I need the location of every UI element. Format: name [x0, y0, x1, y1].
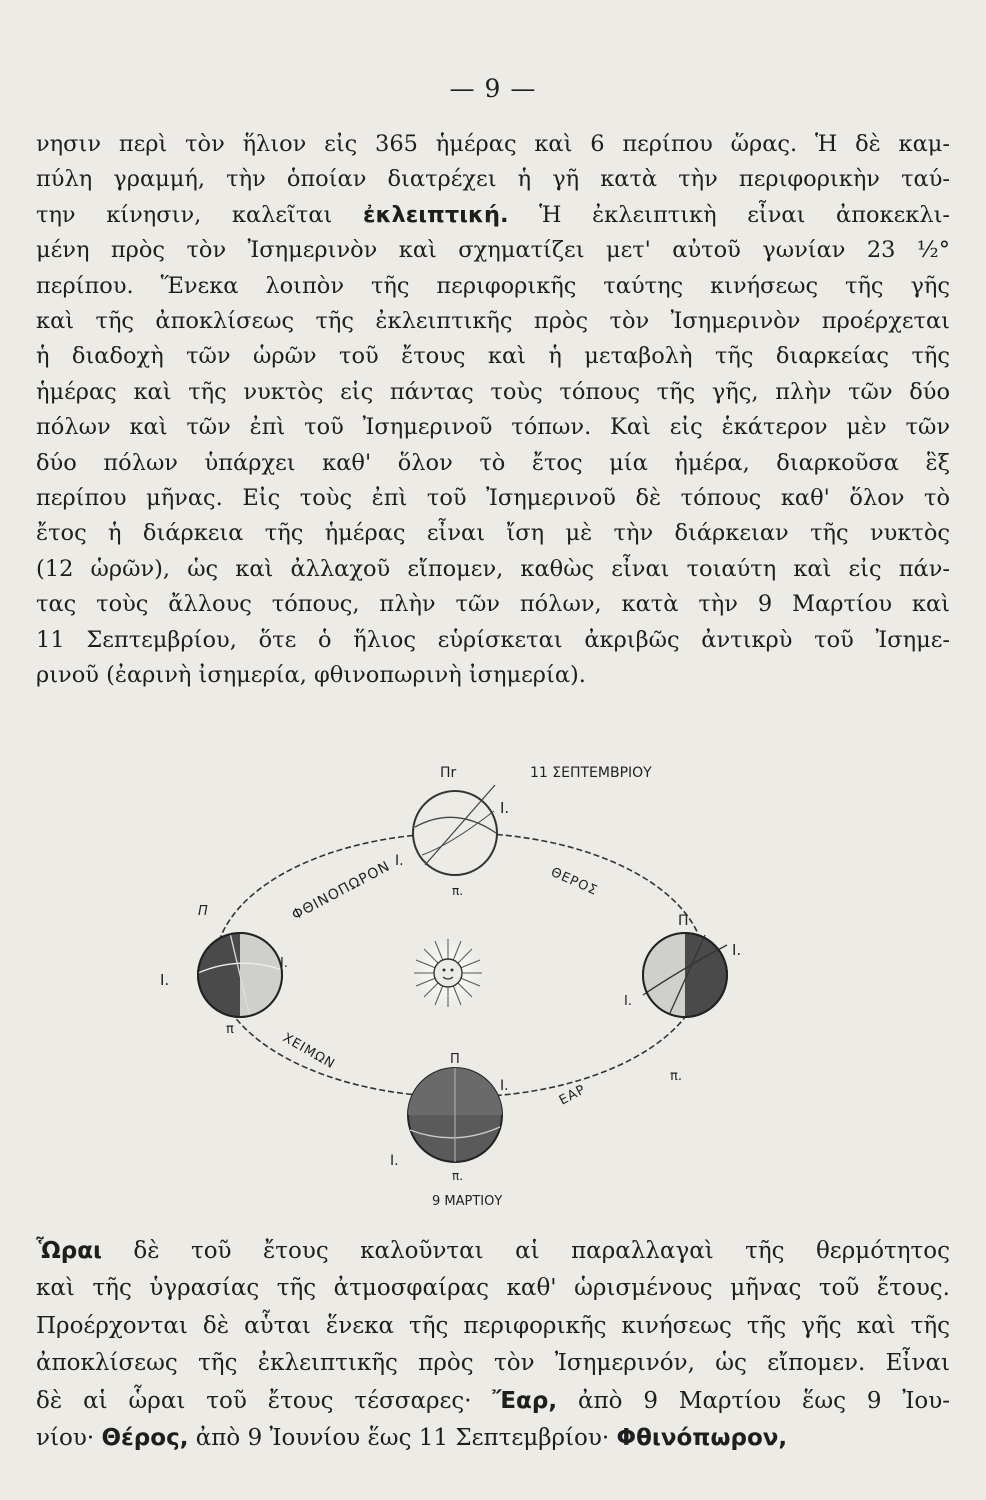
earth-summer [643, 933, 727, 1017]
season-winter: ΧΕΙΜΩΝ [280, 1030, 338, 1073]
text-line: τας τοὺς ἄλλους τόπους, πλὴν τῶν πόλων, κατὰ τὴν 9 Μαρτίου καὶ [36, 591, 950, 618]
text-line [36, 1383, 950, 1420]
seasons-orbit-diagram [150, 755, 770, 1215]
label-equator: Ι. [390, 1153, 399, 1169]
text-line: ἡ διαδοχὴ τῶν ὡρῶν τοῦ ἔτους καὶ ἡ μεταβολὴ τῆς διαρκείας τῆς [36, 343, 950, 370]
paragraph-earth-orbit [36, 127, 950, 694]
text-line: πόλων καὶ τῶν ἐπὶ τοῦ Ἰσημερινοῦ τόπων. Καὶ εἰς ἑκάτερον μὲν τῶν [36, 414, 950, 441]
text-run: την κίνησιν, καλεῖται [36, 201, 364, 228]
term-summer: Θέρος, [101, 1425, 189, 1452]
season-autumn: ΦΘΙΝΟΠΩΡΟΝ [289, 858, 393, 924]
term-seasons: Ὧραι [36, 1238, 102, 1264]
text-line [36, 198, 950, 233]
label-pole: π [226, 1022, 234, 1037]
text-line: 11 Σεπτεμβρίου, ὅτε ὁ ἥλιος εὑρίσκεται ἀκριβῶς ἀντικρὺ τοῦ Ἰσημε- [36, 626, 950, 653]
text-line: περίπου. Ἕνεκα λοιπὸν τῆς περιφορικῆς ταύτης κινήσεως τῆς γῆς [36, 272, 950, 299]
text-line: ἔτος ἡ διάρκεια τῆς ἡμέρας εἶναι ἴση μὲ τὴν διάρκειαν τῆς νυκτὸς [36, 520, 950, 547]
text-line: δύο πόλων ὑπάρχει καθ' ὅλον τὸ ἔτος μία ἡμέρα, διαρκοῦσα ἓξ [36, 449, 950, 476]
text-run: ἀπὸ 9 Ἰουνίου ἕως 11 Σεπτεμβρίου· [188, 1425, 617, 1452]
label-equator: Ι. [500, 799, 510, 817]
paragraph-seasons [36, 1233, 950, 1457]
text-line: νησιν περὶ τὸν ἥλιον εἰς 365 ἡμέρας καὶ 6 περίπου ὥρας. Ἡ δὲ καμ- [36, 131, 950, 157]
label-pole: π. [452, 1169, 464, 1183]
term-autumn: Φθινόπωρον, [616, 1425, 788, 1452]
text-run: νίου· [36, 1425, 102, 1452]
label-pole: π. [670, 1069, 682, 1084]
label-equator: Ι. [395, 853, 404, 869]
text-run: ἀπὸ 9 Μαρτίου ἕως 9 Ἰου- [557, 1387, 950, 1414]
text-run: δὲ αἱ ὧραι τοῦ ἔτους τέσσαρες· [36, 1387, 493, 1414]
earth-march [408, 1068, 502, 1162]
text-line: ἡμέρας καὶ τῆς νυκτὸς εἰς πάντας τοὺς τόπους τῆς γῆς, πλὴν τῶν δύο [36, 378, 950, 405]
label-pole: Π [678, 913, 689, 929]
label-march: 9 ΜΑΡΤΙΟΥ [432, 1194, 503, 1209]
text-line: μένη πρὸς τὸν Ἰσημερινὸν καὶ σχηματίζει μετ' αὐτοῦ γωνίαν 23 ½° [36, 237, 950, 264]
text-line: ρινοῦ (ἐαρινὴ ἰσημερία, φθινοπωρινὴ ἰσημερία). [36, 662, 586, 689]
text-line [36, 1420, 950, 1457]
page-number: — 9 — [449, 74, 537, 103]
earth-september [413, 785, 497, 875]
text-line: (12 ὡρῶν), ὡς καὶ ἀλλαχοῦ εἴπομεν, καθὼς εἶναι τοιαύτη καὶ εἰς πάν- [36, 555, 950, 582]
earth-winter [198, 933, 282, 1017]
text-run: δὲ τοῦ ἔτους καλοῦνται αἱ παραλλαγαὶ τῆς θερμότητος [101, 1238, 950, 1264]
text-line: καὶ τῆς ἀποκλίσεως τῆς ἐκλειπτικῆς πρὸς τὸν Ἰσημερινὸν προέρχεται [36, 308, 950, 335]
season-spring: ΕΑΡ [556, 1082, 589, 1109]
label-top-left: Πr [440, 765, 457, 781]
text-run: Ἡ ἐκλειπτικὴ εἶναι ἀποκεκλι- [508, 201, 951, 228]
label-equator: Ι. [280, 956, 288, 971]
label-equator: Ι. [732, 941, 742, 959]
sun-icon [414, 939, 482, 1007]
label-pole: Π [450, 1052, 460, 1067]
term-ecliptic: ἐκλειπτική. [363, 201, 509, 228]
label-equator: Ι. [160, 971, 170, 989]
season-summer: ΘΕΡΟΣ [548, 864, 600, 899]
label-equator: Ι. [624, 994, 632, 1009]
text-line: ἀποκλίσεως τῆς ἐκλειπτικῆς πρὸς τὸν Ἰσημερινόν, ὡς εἴπομεν. Εἶναι [36, 1350, 950, 1377]
text-line: Προέρχονται δὲ αὗται ἕνεκα τῆς περιφορικῆς κινήσεως τῆς γῆς καὶ τῆς [36, 1312, 950, 1339]
text-line: καὶ τῆς ὑγρασίας τῆς ἀτμοσφαίρας καθ' ὡρισμένους μῆνας τοῦ ἔτους. [36, 1275, 950, 1302]
term-spring: Ἔαρ, [492, 1387, 558, 1414]
label-equator: Ι. [500, 1078, 509, 1094]
label-pole: π. [452, 884, 464, 898]
text-line [36, 1233, 950, 1270]
text-line: πύλη γραμμή, τὴν ὁποίαν διατρέχει ἡ γῆ κατὰ τὴν περιφορικὴν ταύ- [36, 166, 950, 193]
label-stray: Π [198, 904, 208, 919]
label-september: 11 ΣΕΠΤΕΜΒΡΙΟΥ [530, 765, 652, 781]
text-line: περίπου μῆνας. Εἰς τοὺς ἐπὶ τοῦ Ἰσημερινοῦ δὲ τόπους καθ' ὅλον τὸ [36, 485, 950, 512]
